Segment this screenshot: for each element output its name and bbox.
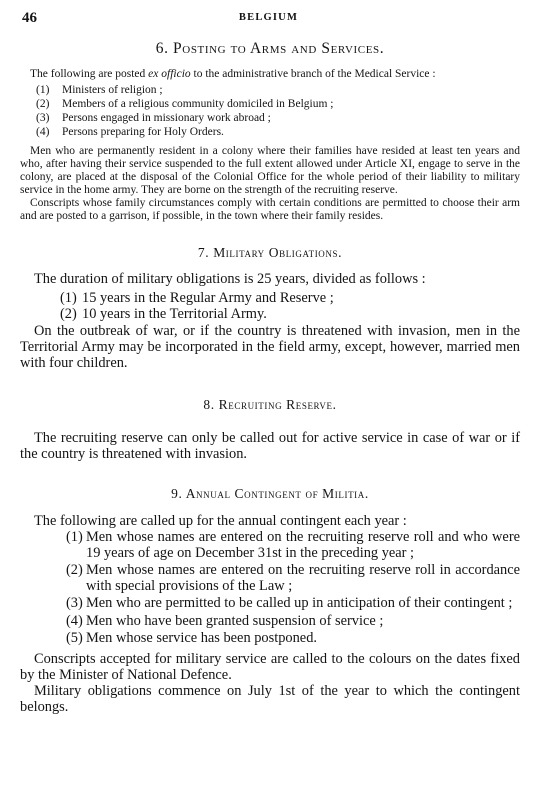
section-heading: 8. Recruiting Reserve. <box>203 397 337 412</box>
paragraph: The recruiting reserve can only be called out for active service in case of war or if the country is threatened with invasion. <box>20 430 520 462</box>
paragraph: The following are posted ex officio to the administrative branch of the Medical Service : <box>30 68 436 80</box>
list-item: (1) 15 years in the Regular Army and Reserve ; <box>60 290 334 306</box>
paragraph: Conscripts accepted for military service are called to the colours on the dates fixed by the Minister of National Defence. <box>20 650 520 683</box>
page-number: 46 <box>22 10 37 26</box>
list-item: (3) Men who are permitted to be called up in anticipation of their contingent ; <box>66 595 513 611</box>
numbered-list <box>20 530 520 647</box>
list-item: (1) Men whose names are entered on the recruiting reserve roll and who were 19 years of age on December 31st in the preceding year ; <box>66 529 520 561</box>
section-annual-contingent <box>20 486 520 715</box>
section-posting-to-arms <box>20 40 520 223</box>
section-recruiting-reserve <box>20 397 520 462</box>
running-header <box>0 8 537 28</box>
list-item: (3) Persons engaged in missionary work abroad ; <box>36 112 271 124</box>
section-heading: 7. Military Obligations. <box>197 245 343 260</box>
page-body <box>20 30 520 715</box>
list-item: (5) Men whose service has been postponed. <box>66 630 317 646</box>
numbered-list <box>20 290 520 322</box>
list-item: (4) Persons preparing for Holy Orders. <box>36 126 224 138</box>
list-item: (4) Men who have been granted suspension of service ; <box>66 612 384 629</box>
section-military-obligations <box>20 245 520 371</box>
paragraph: Military obligations commence on July 1st of the year to which the contingent belongs. <box>20 682 520 715</box>
emphasis-text: ex officio <box>148 68 191 80</box>
list-item: (1) Ministers of religion ; <box>36 84 163 96</box>
numbered-list <box>20 83 520 139</box>
list-item: (2) 10 years in the Territorial Army. <box>60 306 267 322</box>
paragraph: On the outbreak of war, or if the country is threatened with invasion, men in the Territorial Army may be incorporated in the field army, except, however, married men with four children. <box>20 323 520 371</box>
section-heading: 9. Annual Contingent of Militia. <box>171 486 369 501</box>
section-heading: 6. Posting to Arms and Services. <box>155 40 385 57</box>
list-item: (2) Members of a religious community domiciled in Belgium ; <box>36 98 334 110</box>
running-title: BELGIUM <box>238 12 299 23</box>
paragraph: Conscripts whose family circumstances comply with certain conditions are permitted to choose their arm and are posted to a garrison, if possible, in the town where their family resides. <box>20 197 520 222</box>
paragraph: Men who are permanently resident in a colony where their families have resided at least ten years and who, after having their service suspended to the full extent allowed under Article XI, engage to serve in the colony, are placed at the disposal of the Colonial Office for the whole period of their liability to military service in the home army. They are borne on the strength of the recruiting reserve. <box>20 145 520 196</box>
paragraph: The duration of military obligations is 25 years, divided as follows : <box>34 271 426 287</box>
list-item: (2) Men whose names are entered on the recruiting reserve roll in accordance with special provisions of the Law ; <box>66 562 520 594</box>
paragraph: The following are called up for the annual contingent each year : <box>34 513 407 529</box>
